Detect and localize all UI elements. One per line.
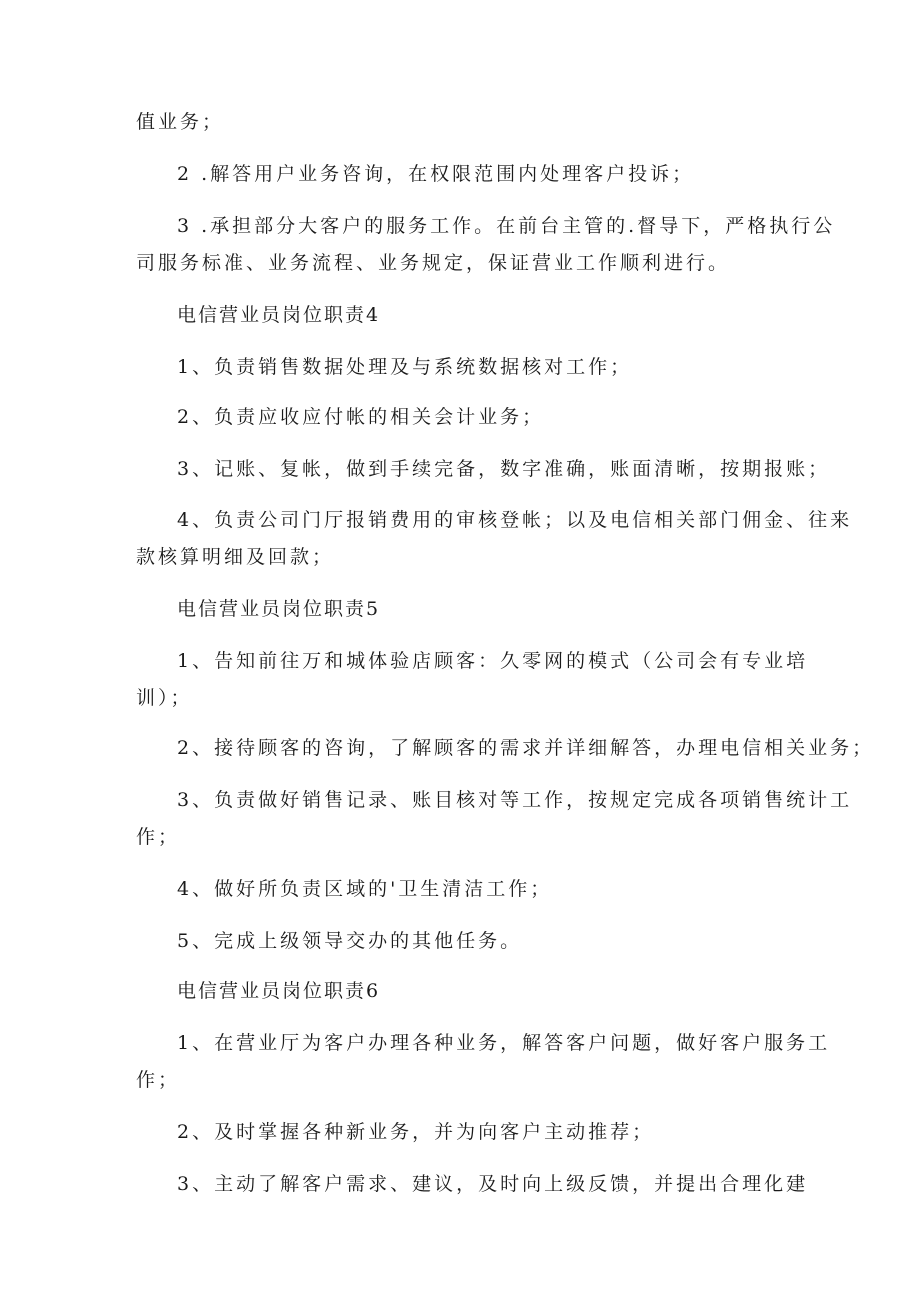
paragraph-line: 2 .解答用户业务咨询，在权限范围内处理客户投诉；: [177, 163, 695, 185]
paragraph-line: 3 .承担部分大客户的服务工作。在前台主管的.督导下，严格执行公: [177, 215, 836, 237]
section-heading: 电信营业员岗位职责5: [177, 598, 381, 620]
paragraph-line: 3、负责做好销售记录、账目核对等工作，按规定完成各项销售统计工: [177, 789, 853, 811]
paragraph-line: 2、接待顾客的咨询，了解顾客的需求并详细解答，办理电信相关业务；: [177, 737, 875, 759]
paragraph-line: 1、负责销售数据处理及与系统数据核对工作；: [177, 356, 633, 378]
paragraph-line: 2、及时掌握各种新业务，并为向客户主动推荐；: [177, 1121, 655, 1143]
paragraph-line: 司服务标准、业务流程、业务规定，保证营业工作顺利进行。: [136, 252, 731, 274]
paragraph-line: 4、负责公司门厅报销费用的审核登帐；以及电信相关部门佣金、往来: [177, 509, 853, 531]
paragraph-line: 3、主动了解客户需求、建议，及时向上级反馈，并提出合理化建: [177, 1173, 809, 1195]
paragraph-line: 训）；: [136, 687, 193, 709]
paragraph-line: 作；: [136, 1069, 181, 1091]
paragraph-line: 2、负责应收应付帐的相关会计业务；: [177, 406, 545, 428]
paragraph-line: 5、完成上级领导交办的其他任务。: [177, 930, 523, 952]
paragraph-line: 1、告知前往万和城体验店顾客：久零网的模式（公司会有专业培: [177, 650, 809, 672]
paragraph-line: 作；: [136, 826, 181, 848]
paragraph-line: 1、在营业厅为客户办理各种业务，解答客户问题，做好客户服务工: [177, 1032, 831, 1054]
paragraph-line: 4、做好所负责区域的'卫生清洁工作；: [177, 878, 553, 900]
paragraph-line: 3、记账、复帐，做到手续完备，数字准确，账面清晰，按期报账；: [177, 458, 831, 480]
paragraph-line: 款核算明细及回款；: [136, 546, 335, 568]
section-heading: 电信营业员岗位职责4: [177, 304, 381, 326]
section-heading: 电信营业员岗位职责6: [177, 980, 381, 1002]
paragraph-line: 值业务；: [136, 111, 225, 133]
